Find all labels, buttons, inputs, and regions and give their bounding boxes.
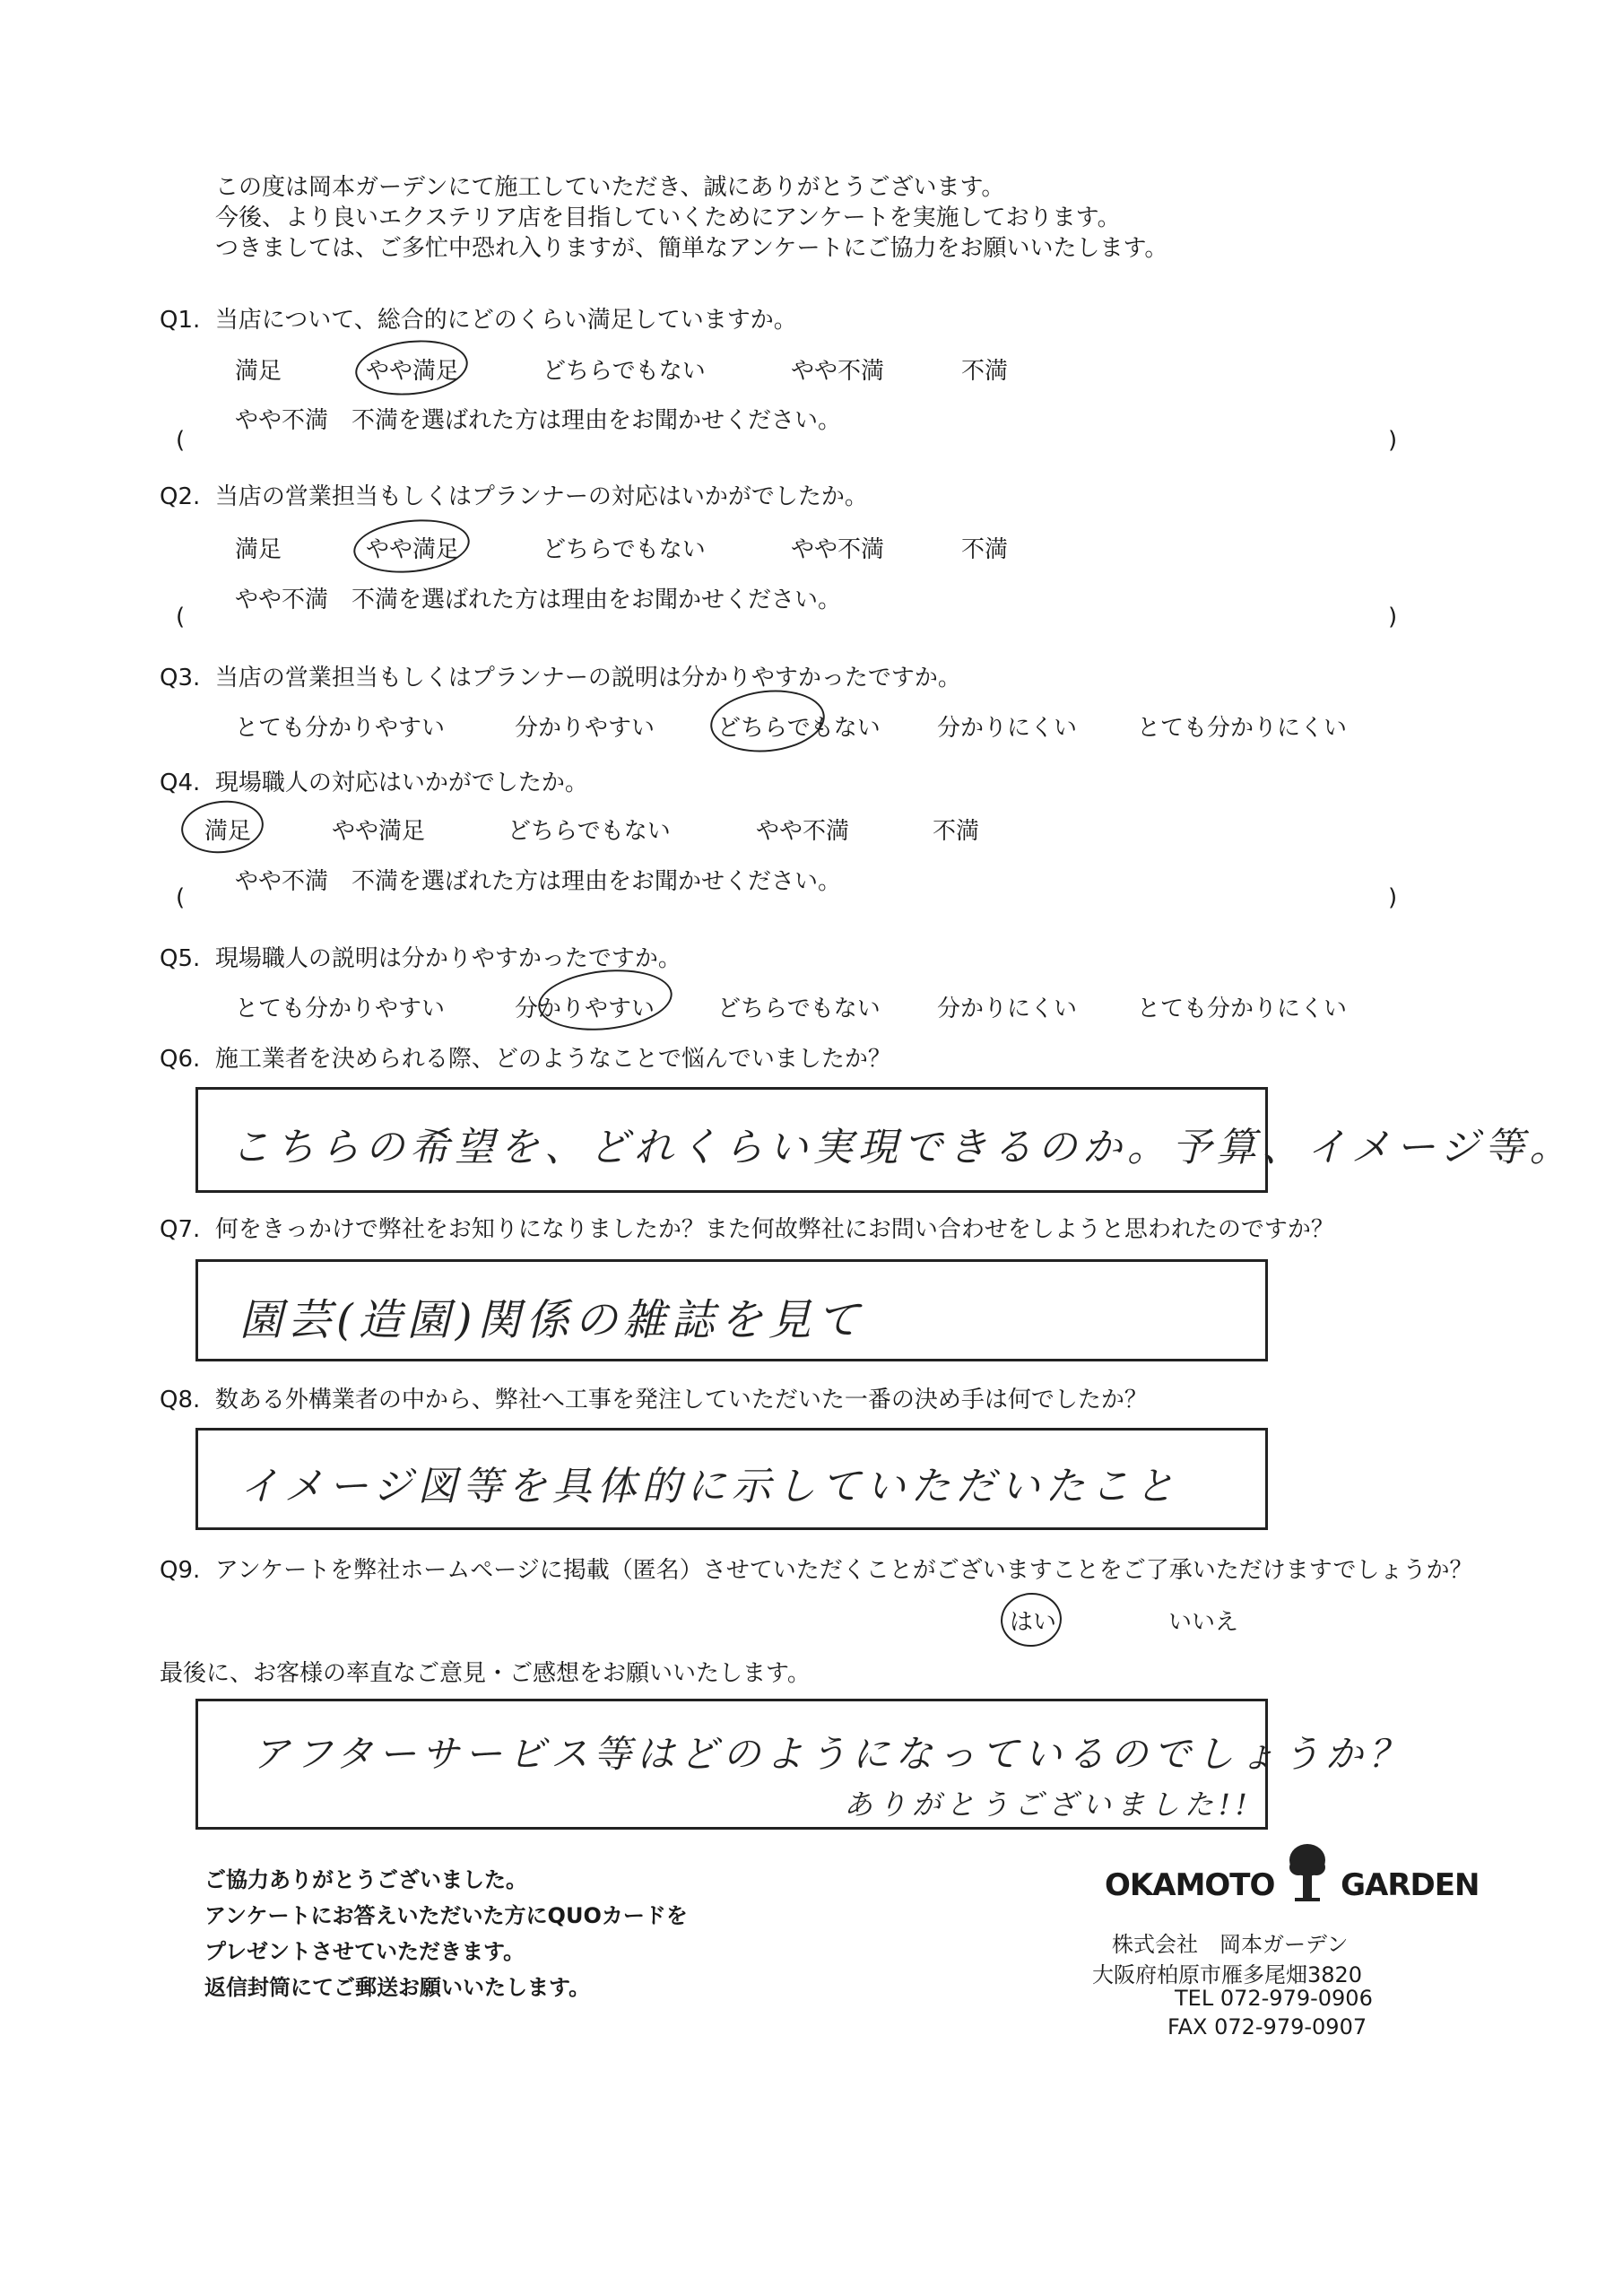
final-handwritten-line-1: アフターサービス等はどのようになっているのでしょうか？ [252, 1732, 1412, 1776]
q5-label: Q5. [160, 945, 201, 972]
q3-option-2[interactable]: 分かりやすい [515, 715, 655, 742]
q1-option-4[interactable]: やや不満 [791, 358, 885, 385]
q1-paren-open: ( [176, 427, 186, 454]
q1-label: Q1. [160, 307, 201, 334]
q7-label: Q7. [160, 1216, 201, 1243]
q2-reason-prompt: やや不満 不満を選ばれた方は理由をお聞かせください。 [235, 587, 842, 613]
q1-option-5[interactable]: 不満 [961, 358, 1009, 385]
q8-text: 数ある外構業者の中から、弊社へ工事を発注していただいた一番の決め手は何でしたか？ [214, 1387, 1148, 1413]
q9-option-yes[interactable]: はい [1010, 1609, 1057, 1636]
q7-text: 何をきっかけで弊社をお知りになりましたか？また何故弊社にお問い合わせをしようと思われたのですか？ [214, 1216, 1334, 1243]
tree-icon [1288, 1840, 1327, 1903]
logo-text-right: GARDEN [1341, 1867, 1480, 1903]
footer-line-1: ご協力ありがとうございました。 [204, 1867, 527, 1892]
q4-paren-open: ( [176, 884, 186, 911]
q1-text: 当店について、総合的にどのくらい満足していますか。 [214, 307, 797, 334]
q1-reason-prompt: やや不満 不満を選ばれた方は理由をお聞かせください。 [235, 407, 842, 434]
q1-selection-circle [352, 335, 471, 401]
q2-option-4[interactable]: やや不満 [791, 536, 885, 563]
q7-question [160, 1211, 1334, 1244]
logo-text-left: OKAMOTO [1105, 1867, 1275, 1903]
footer-line-2: アンケートにお答えいただいた方にQUOカードを [204, 1903, 688, 1928]
q8-handwritten-answer: イメージ図等を具体的に示していただいたこと [239, 1464, 1180, 1509]
footer-line-3: プレゼントさせていただきます。 [204, 1939, 525, 1964]
company-address: 大阪府柏原市雁多尾畑3820 [1092, 1962, 1363, 1987]
q5-text: 現場職人の説明は分かりやすかったですか。 [214, 945, 681, 972]
final-handwritten-line-2: ありがとうございました!! [844, 1787, 1253, 1822]
q5-option-3[interactable]: どちらでもない [717, 996, 881, 1022]
q8-label: Q8. [160, 1387, 201, 1413]
q4-question [160, 764, 588, 797]
q6-text: 施工業者を決められる際、どのようなことで悩んでいましたか？ [214, 1046, 891, 1073]
intro-line-2: 今後、より良いエクステリア店を目指していくためにアンケートを実施しております。 [215, 204, 1121, 231]
q6-handwritten-answer: こちらの希望を、どれくらい実現できるのか。予算、イメージ等。 [230, 1125, 1575, 1170]
q2-label: Q2. [160, 483, 201, 510]
q2-paren-close: ) [1388, 604, 1398, 631]
q9-text: アンケートを弊社ホームページに掲載（匿名）させていただくことがございますことをご了承いただけますでしょうか？ [214, 1557, 1473, 1584]
q9-option-no[interactable]: いいえ [1168, 1609, 1239, 1636]
q7-answer-box[interactable] [195, 1259, 1268, 1361]
company-name: 株式会社 岡本ガーデン [1112, 1932, 1349, 1957]
q2-option-5[interactable]: 不満 [961, 536, 1009, 563]
q4-option-5[interactable]: 不満 [933, 818, 980, 845]
company-tel: TEL 072-979-0906 [1175, 1986, 1373, 2011]
final-comments-prompt: 最後に、お客様の率直なご意見・ご感想をお願いいたします。 [160, 1660, 811, 1687]
q2-option-1[interactable]: 満足 [235, 536, 282, 563]
q3-option-4[interactable]: 分かりにくい [937, 715, 1078, 742]
q8-question [160, 1381, 1148, 1414]
intro-line-1: この度は岡本ガーデンにて施工していただき、誠にありがとうございます。 [215, 174, 1005, 201]
q6-label: Q6. [160, 1046, 201, 1073]
q4-option-1[interactable]: 満足 [204, 818, 252, 845]
q7-handwritten-answer: 園芸(造園)関係の雑誌を見て [239, 1295, 865, 1345]
footer-line-4: 返信封筒にてご郵送お願いいたします。 [204, 1975, 591, 2000]
q9-question [160, 1552, 1473, 1585]
q3-text: 当店の営業担当もしくはプランナーの説明は分かりやすかったですか。 [214, 665, 961, 691]
q3-option-5[interactable]: とても分かりにくい [1137, 715, 1348, 742]
q6-answer-box[interactable] [195, 1087, 1575, 1193]
q5-option-1[interactable]: とても分かりやすい [235, 996, 446, 1022]
q4-text: 現場職人の対応はいかがでしたか。 [214, 770, 588, 796]
q4-label: Q4. [160, 770, 201, 796]
q4-option-4[interactable]: やや不満 [756, 818, 850, 845]
q1-option-2[interactable]: やや満足 [366, 358, 460, 385]
company-logo [1105, 1840, 1479, 1903]
q2-paren-open: ( [176, 604, 186, 631]
q5-option-5[interactable]: とても分かりにくい [1137, 996, 1348, 1022]
q2-option-2[interactable]: やや満足 [366, 536, 460, 563]
q1-question [160, 301, 797, 335]
q1-option-3[interactable]: どちらでもない [542, 358, 706, 385]
q5-option-2[interactable]: 分かりやすい [515, 996, 655, 1022]
q2-selection-circle [351, 514, 472, 578]
company-fax: FAX 072-979-0907 [1167, 2014, 1367, 2039]
q3-option-1[interactable]: とても分かりやすい [235, 715, 446, 742]
q4-option-2[interactable]: やや満足 [332, 818, 426, 845]
q4-selection-circle [178, 796, 266, 857]
q8-answer-box[interactable] [195, 1428, 1268, 1530]
q5-selection-circle [535, 963, 675, 1036]
q9-label: Q9. [160, 1557, 201, 1584]
q3-selection-circle [707, 684, 828, 757]
q9-selection-circle [998, 1590, 1064, 1650]
q3-question [160, 659, 961, 692]
q2-question [160, 478, 868, 511]
q2-text: 当店の営業担当もしくはプランナーの対応はいかがでしたか。 [214, 483, 868, 510]
q4-paren-close: ) [1388, 884, 1398, 911]
q4-reason-prompt: やや不満 不満を選ばれた方は理由をお聞かせください。 [235, 868, 842, 895]
intro-line-3: つきましては、ご多忙中恐れ入りますが、簡単なアンケートにご協力をお願いいたします。 [215, 235, 1168, 262]
q5-option-4[interactable]: 分かりにくい [937, 996, 1078, 1022]
q1-option-1[interactable]: 満足 [235, 358, 282, 385]
final-answer-box[interactable] [195, 1699, 1412, 1830]
q1-paren-close: ) [1388, 427, 1398, 454]
q4-option-3[interactable]: どちらでもない [508, 818, 671, 845]
q5-question [160, 940, 681, 973]
q3-option-3[interactable]: どちらでもない [717, 715, 881, 742]
q6-question [160, 1040, 891, 1074]
q3-label: Q3. [160, 665, 201, 691]
q2-option-3[interactable]: どちらでもない [542, 536, 706, 563]
